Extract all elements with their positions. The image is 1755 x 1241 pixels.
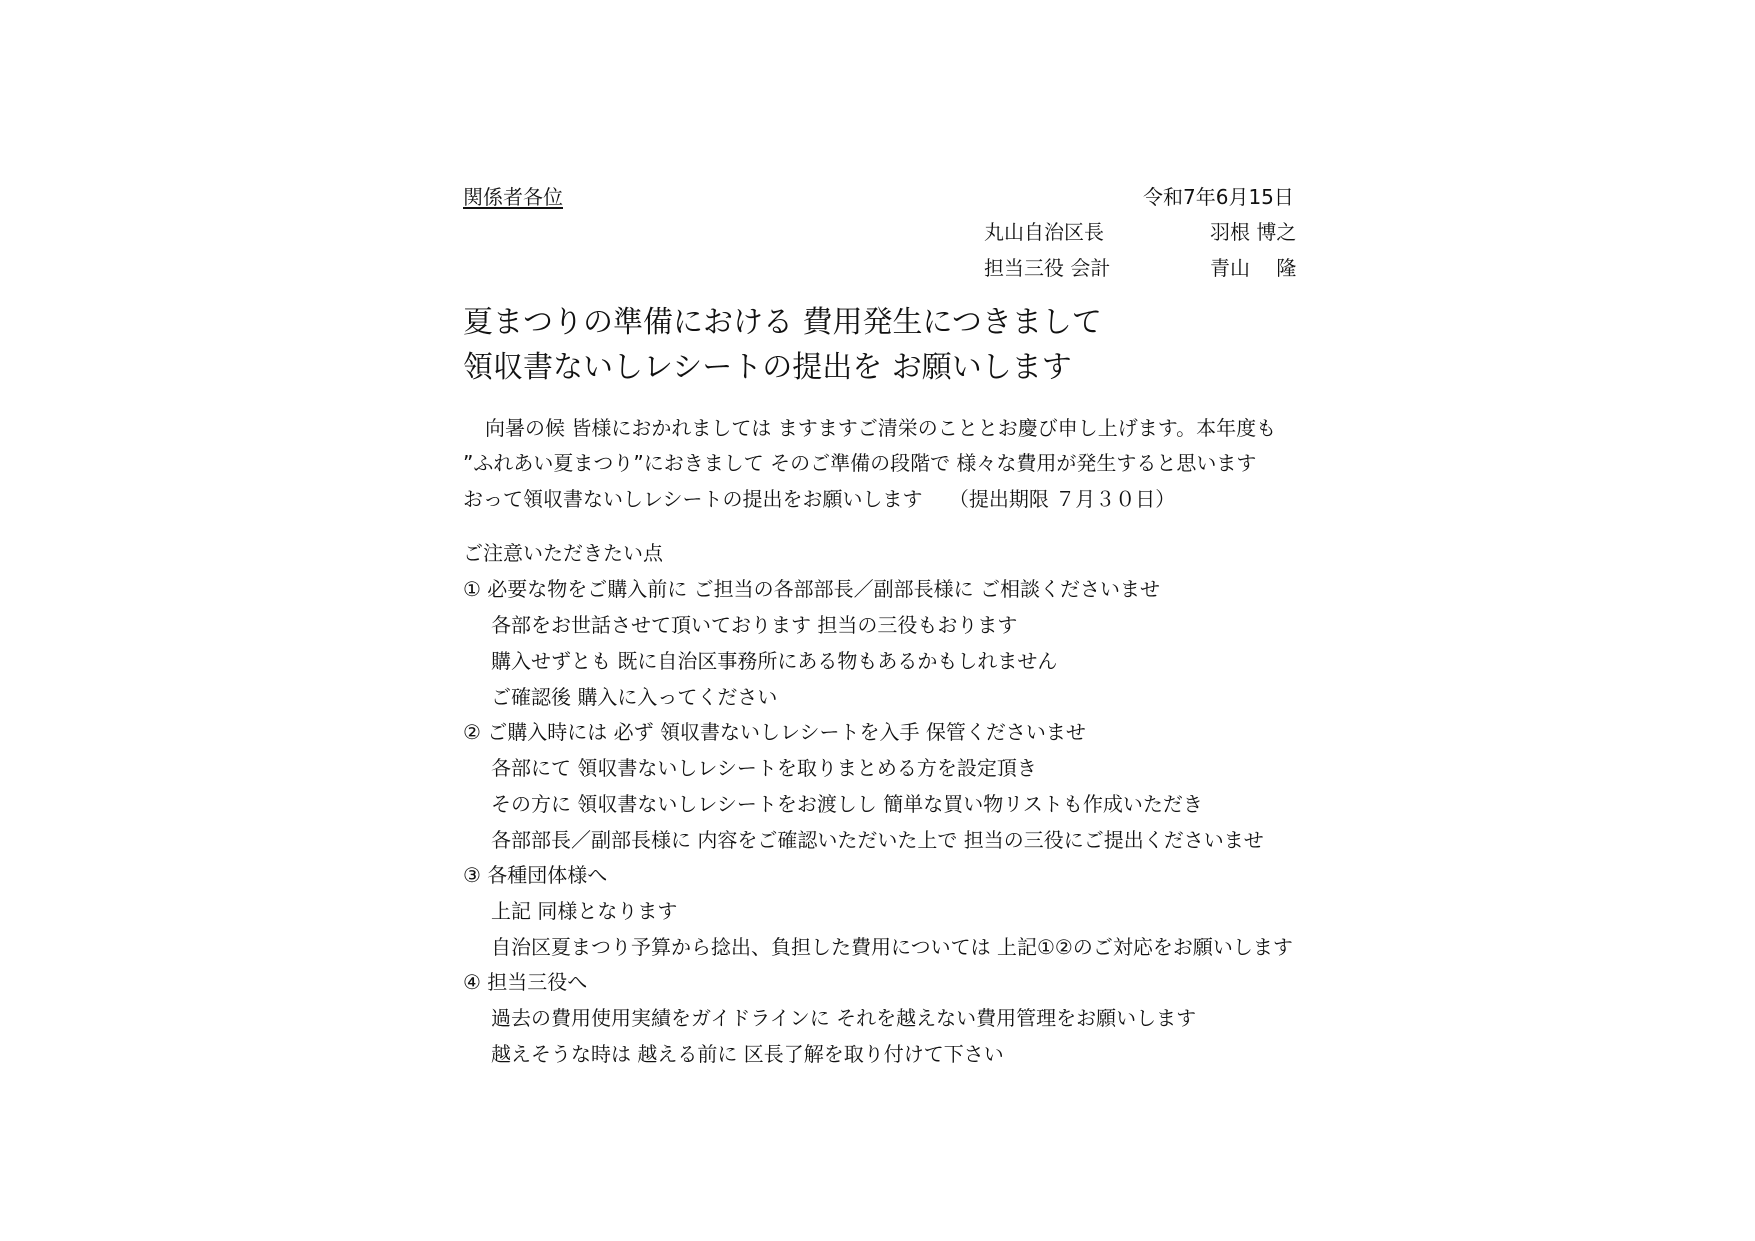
note-item-line: 各部をお世話させて頂いております 担当の三役もおります bbox=[491, 613, 1018, 637]
notes-heading: ご注意いただきたい点 bbox=[463, 541, 663, 565]
intro-line: ”ふれあい夏まつり”におきまして そのご準備の段階で 様々な費用が発生すると思います bbox=[463, 451, 1257, 475]
note-item-line: 上記 同様となります bbox=[491, 899, 678, 923]
note-item-line: 各部にて 領収書ないしレシートを取りまとめる方を設定頂き bbox=[491, 756, 1037, 780]
issue-date: 令和7年6月15日 bbox=[1143, 185, 1294, 209]
note-item-line: 各部部長／副部長様に 内容をご確認いただいた上で 担当の三役にご提出くださいませ bbox=[491, 828, 1264, 852]
note-item-line: 過去の費用使用実績をガイドラインに それを越えない費用管理をお願いします bbox=[491, 1006, 1197, 1030]
signatory-role: 担当三役 会計 bbox=[984, 256, 1111, 280]
note-item-title: ② ご購入時には 必ず 領収書ないしレシートを入手 保管くださいませ bbox=[463, 720, 1086, 744]
note-item-line: ご確認後 購入に入ってください bbox=[491, 685, 778, 709]
note-item-title: ③ 各種団体様へ bbox=[463, 863, 608, 887]
signatory-name: 青山 隆 bbox=[1210, 256, 1297, 280]
note-item-title: ④ 担当三役へ bbox=[463, 970, 588, 994]
addressee: 関係者各位 bbox=[463, 185, 563, 209]
signatory-name: 羽根 博之 bbox=[1210, 220, 1297, 244]
intro-line: 向暑の候 皆様におかれましては ますますご清栄のこととお慶び申し上げます。本年度も bbox=[485, 416, 1277, 440]
document-title-line: 夏まつりの準備における 費用発生につきまして bbox=[463, 305, 1102, 340]
document-title-line: 領収書ないしレシートの提出を お願いします bbox=[463, 350, 1072, 385]
note-item-line: 越えそうな時は 越える前に 区長了解を取り付けて下さい bbox=[491, 1042, 1004, 1066]
note-item-title: ① 必要な物をご購入前に ご担当の各部部長／副部長様に ご相談くださいませ bbox=[463, 577, 1161, 601]
intro-line: おって領収書ないしレシートの提出をお願いします （提出期限 ７月３０日） bbox=[463, 487, 1176, 511]
note-item-line: その方に 領収書ないしレシートをお渡しし 簡単な買い物リストも作成いただき bbox=[491, 792, 1203, 816]
signatory-role: 丸山自治区長 bbox=[984, 220, 1104, 244]
note-item-line: 自治区夏まつり予算から捻出、負担した費用については 上記①②のご対応をお願いします bbox=[491, 935, 1293, 959]
note-item-line: 購入せずとも 既に自治区事務所にある物もあるかもしれません bbox=[491, 649, 1058, 673]
